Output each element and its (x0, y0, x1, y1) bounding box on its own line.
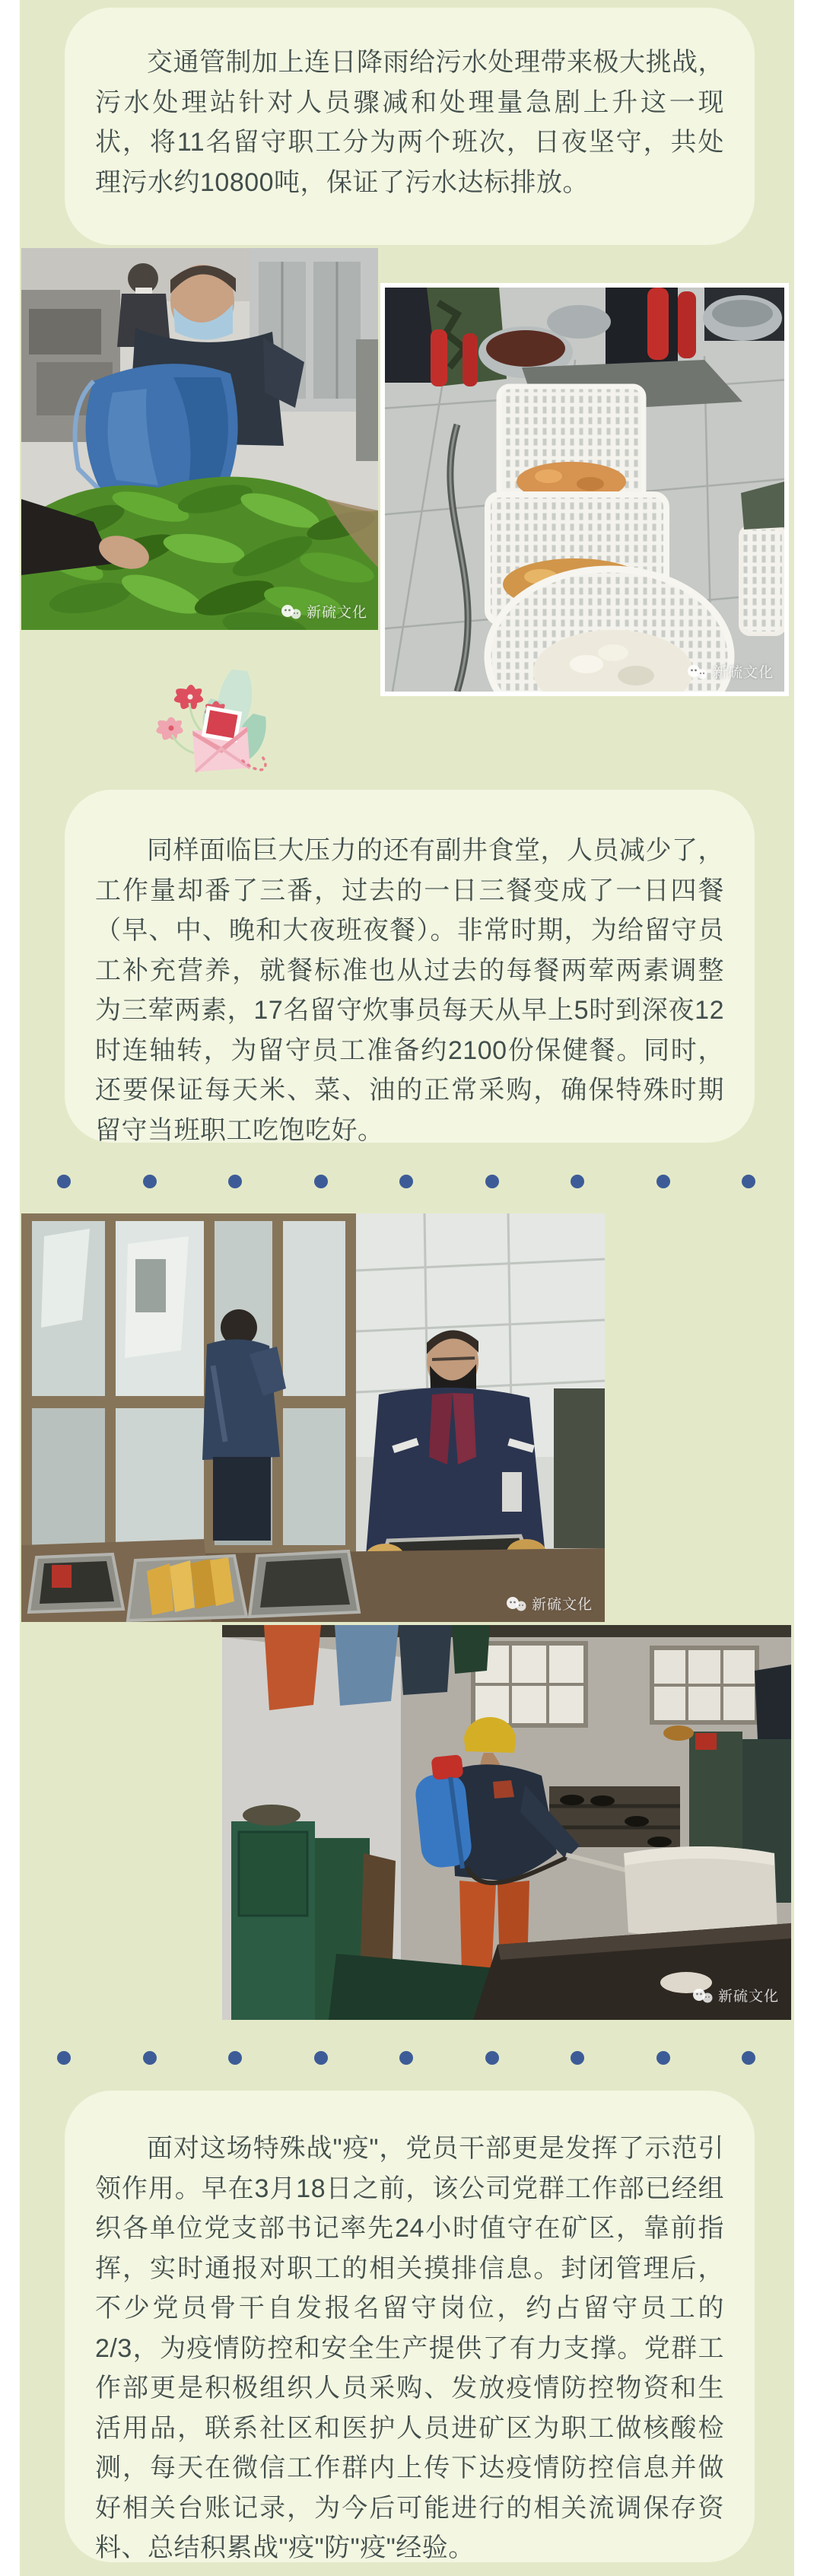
dotted-divider (57, 1175, 755, 1188)
covered-table (624, 1846, 777, 1938)
divider-dot (656, 2051, 670, 2065)
photo-workers-trays[interactable] (21, 1213, 605, 1622)
divider-dot (314, 1175, 328, 1188)
divider-dot (742, 1175, 755, 1188)
window-wall (21, 1213, 356, 1556)
divider-dot (228, 1175, 242, 1188)
wechat-watermark (505, 1596, 593, 1613)
watermark-text: 新硫文化 (717, 1988, 779, 2005)
wechat-watermark (686, 664, 774, 681)
wechat-watermark (691, 1988, 779, 2005)
divider-dot (399, 1175, 413, 1188)
paragraph-card-2 (65, 790, 755, 1143)
watermark-text: 新硫文化 (712, 664, 774, 681)
paragraph-3-text: 面对这场特殊战"疫"，党员干部更是发挥了示范引领作用。早在3月18日之前，该公司党群工作部已经组织各单位党支部书记率先24小时值守在矿区，靠前指挥，实时通报对职工的相关摸排信息。封闭管理后，不少党员骨干自发报名留守岗位，约占留守员工的2/3，为疫情防控和安全生产提供了有力支撑。党群工作部更是积极组织人员采购、发放疫情防控物资和生活用品，联系社区和医护人员进矿区为职工做核酸检测，每天在微信工作群内上传下达疫情防控信息并做好相关台账记录，为今后可能进行的相关流调保存资料、总结积累战"疫"防"疫"经验。 (95, 2134, 724, 2562)
paragraph-2-text: 同样面临巨大压力的还有副井食堂，人员减少了，工作量却番了三番，过去的一日三餐变成了一日四餐（早、中、晚和大夜班夜餐）。非常时期，为给留守员工补充营养，就餐标准也从过去的每餐两荤两素调整为三荤两素，17名留守炊事员每天从早上5时到深夜12时连轴转，为留守员工准备约2100份保健餐。同时，还要保证每天米、菜、油的正常采购，确保特殊时期留守当班职工吃饱吃好。 (95, 836, 724, 1145)
divider-dot (143, 2051, 157, 2065)
paragraph-card-3 (65, 2091, 755, 2562)
divider-dot (571, 1175, 584, 1188)
divider-dot (485, 2051, 499, 2065)
envelope-flowers-decoration (147, 668, 275, 786)
watermark-text: 新硫文化 (306, 604, 367, 621)
wechat-watermark (280, 604, 367, 621)
divider-dot (742, 2051, 755, 2065)
divider-dot (57, 2051, 71, 2065)
paragraph-1-text: 交通管制加上连日降雨给污水处理带来极大挑战，污水处理站针对人员骤减和处理量急剧上升这一现状，将11名留守职工分为两个班次，日夜坚守，共处理污水约10800吨，保证了污水达标排放。 (95, 48, 724, 197)
divider-dot (571, 2051, 584, 2065)
divider-dot (399, 2051, 413, 2065)
wechat-ghost-icon (686, 664, 709, 681)
dotted-divider (57, 2051, 755, 2065)
divider-dot (656, 1175, 670, 1188)
photo-workers-trays-image (21, 1213, 605, 1622)
basket-partial-right (741, 527, 784, 634)
divider-dot (314, 2051, 328, 2065)
photo-food-baskets[interactable] (380, 283, 789, 696)
watermark-text: 新硫文化 (531, 1596, 593, 1613)
divider-dot (57, 1175, 71, 1188)
envelope (191, 705, 250, 771)
photo-disinfection-spraying[interactable] (222, 1625, 791, 2020)
wechat-ghost-icon (280, 604, 303, 621)
envelope-flowers-icon (147, 668, 275, 782)
basket-top (499, 386, 644, 501)
divider-dot (228, 2051, 242, 2065)
photo-sorting-peppers[interactable] (21, 248, 378, 630)
wechat-ghost-icon (505, 1596, 528, 1613)
divider-dot (143, 1175, 157, 1188)
photo-food-baskets-image (385, 288, 784, 692)
photo-sorting-peppers-image (21, 248, 378, 630)
divider-dot (485, 1175, 499, 1188)
wechat-ghost-icon (691, 1988, 714, 2005)
paragraph-card-1 (65, 8, 755, 245)
photo-disinfection-image (222, 1625, 791, 2020)
